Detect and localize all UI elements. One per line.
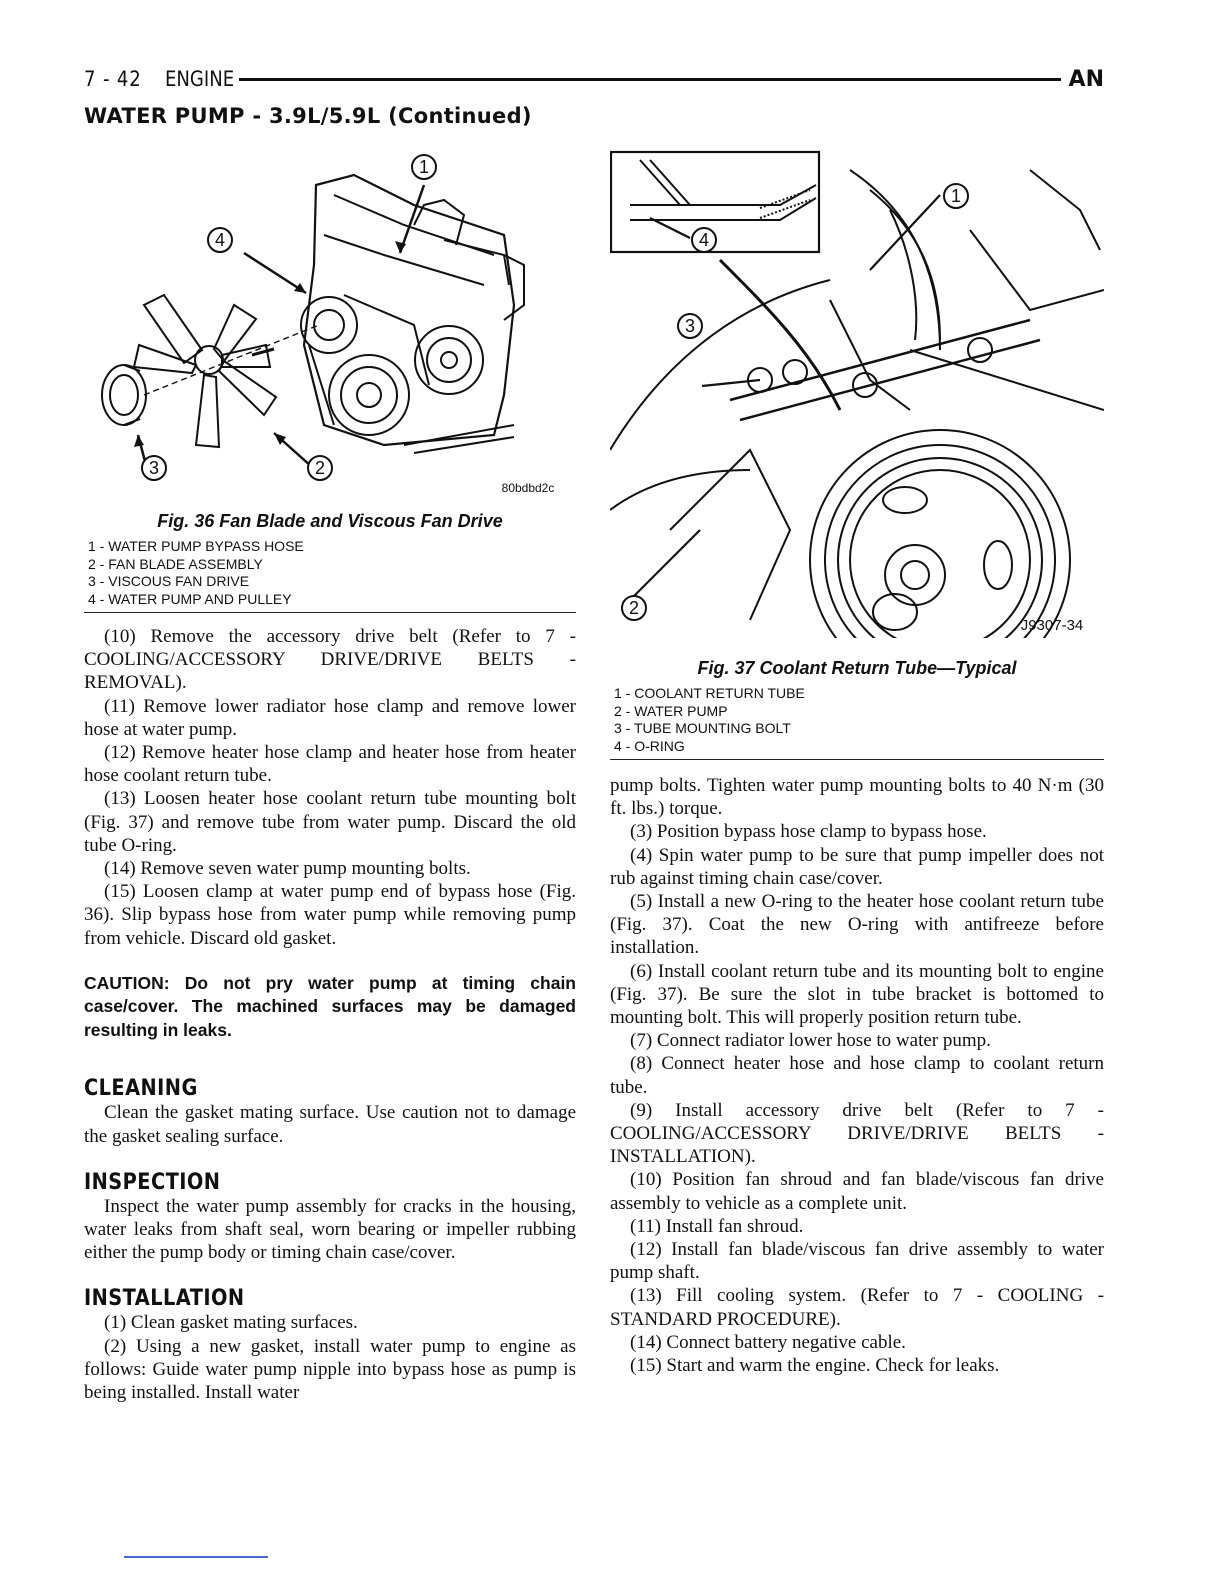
installation-step-11: (11) Install fan shroud. bbox=[630, 1215, 804, 1237]
inspection-text: Inspect the water pump assembly for cracks in the housing, water leaks from shaft seal, worn bearing or impeller rubbing either the pump body or timing chain case/cover. bbox=[84, 1195, 576, 1264]
installation-step-3: (3) Position bypass hose clamp to bypass hose. bbox=[630, 821, 987, 843]
installation-step-4: (4) Spin water pump to be sure that pump impeller does not rub against timing chain case/cover. bbox=[610, 844, 1104, 889]
legend-item: 3 - TUBE MOUNTING BOLT bbox=[614, 720, 791, 736]
coolant-return-tube-illustration bbox=[610, 150, 1104, 638]
installation-steps-continued bbox=[610, 774, 1104, 1377]
figure-37 bbox=[610, 150, 1104, 638]
installation-step-15: (15) Start and warm the engine. Check for leaks. bbox=[630, 1355, 1000, 1377]
installation-step-8: (8) Connect heater hose and hose clamp to coolant return tube. bbox=[610, 1053, 1104, 1098]
page-header bbox=[84, 64, 1104, 94]
removal-steps bbox=[84, 625, 576, 950]
legend-item: 4 - O-RING bbox=[614, 737, 685, 754]
callout-4-fig36 bbox=[208, 228, 232, 252]
section-title: WATER PUMP - 3.9L/5.9L (Continued) bbox=[84, 104, 532, 128]
installation-step-7: (7) Connect radiator lower hose to water pump. bbox=[630, 1030, 991, 1052]
svg-text:2: 2 bbox=[628, 598, 640, 618]
bottom-scan-line bbox=[124, 1556, 268, 1558]
installation-step-2: (2) Using a new gasket, install water pump to engine as follows: Guide water pump nipple into bypass hose as pump is being installed. Install water bbox=[84, 1335, 576, 1403]
callout-2-fig36 bbox=[308, 456, 332, 480]
removal-step-11: (11) Remove lower radiator hose clamp and remove lower hose at water pump. bbox=[84, 695, 576, 740]
figure-37-caption: Fig. 37 Coolant Return Tube—Typical bbox=[697, 658, 1017, 678]
installation-heading: INSTALLATION bbox=[84, 1286, 245, 1312]
figure-36-caption: Fig. 36 Fan Blade and Viscous Fan Drive bbox=[157, 511, 503, 531]
legend-item: 2 - WATER PUMP bbox=[614, 702, 728, 719]
installation-step-5: (5) Install a new O-ring to the heater hose coolant return tube (Fig. 37). Coat the new O-ring with antifreeze before installation. bbox=[610, 891, 1104, 959]
installation-step-12: (12) Install fan blade/viscous fan drive assembly to water pump shaft. bbox=[610, 1239, 1104, 1284]
removal-step-12: (12) Remove heater hose clamp and heater hose from heater hose coolant return tube. bbox=[84, 742, 576, 787]
installation-step-10: (10) Position fan shroud and fan blade/viscous fan drive assembly to vehicle as a complete unit. bbox=[610, 1169, 1104, 1214]
callout-3-fig36 bbox=[142, 456, 166, 480]
cleaning-text: Clean the gasket mating surface. Use caution not to damage the gasket sealing surface. bbox=[84, 1102, 576, 1147]
removal-step-14: (14) Remove seven water pump mounting bolts. bbox=[104, 858, 471, 880]
legend-item: 3 - VISCOUS FAN DRIVE bbox=[88, 573, 250, 589]
svg-text:1: 1 bbox=[950, 186, 962, 206]
installation-step-13: (13) Fill cooling system. (Refer to 7 - COOLING - STANDARD PROCEDURE). bbox=[610, 1285, 1104, 1330]
svg-text:3: 3 bbox=[148, 458, 160, 478]
figure-36-legend bbox=[88, 538, 576, 608]
caution-note: CAUTION: Do not pry water pump at timing chain case/cover. The machined surfaces may be damaged resulting in leaks. bbox=[84, 972, 576, 1040]
installation-step-1: (1) Clean gasket mating surfaces. bbox=[104, 1312, 358, 1334]
figure-37-legend bbox=[614, 685, 1104, 755]
svg-text:4: 4 bbox=[698, 230, 710, 250]
header-rule bbox=[239, 78, 1060, 81]
fan-drive-illustration bbox=[84, 145, 576, 503]
legend-item: 4 - WATER PUMP AND PULLEY bbox=[88, 590, 292, 607]
legend-item: 2 - FAN BLADE ASSEMBLY bbox=[88, 555, 263, 572]
right-column bbox=[610, 150, 1104, 1377]
svg-text:3: 3 bbox=[684, 316, 696, 336]
figure-36 bbox=[84, 145, 576, 503]
installation-step-14: (14) Connect battery negative cable. bbox=[630, 1331, 906, 1353]
figure-37-code: J9307-34 bbox=[1020, 617, 1084, 634]
figure-36-code: 80bdbd2c bbox=[501, 481, 555, 495]
cleaning-heading: CLEANING bbox=[84, 1076, 198, 1102]
chapter-title: ENGINE bbox=[165, 67, 235, 91]
callout-4-fig37 bbox=[692, 228, 716, 252]
removal-step-10: (10) Remove the accessory drive belt (Refer to 7 - COOLING/ACCESSORY DRIVE/DRIVE BELTS - REMOVAL). bbox=[84, 626, 576, 694]
removal-step-15: (15) Loosen clamp at water pump end of bypass hose (Fig. 36). Slip bypass hose from water pump while removing pump from vehicle. Discard old gasket. bbox=[84, 881, 576, 949]
svg-text:1: 1 bbox=[418, 157, 430, 177]
legend-item: 1 - WATER PUMP BYPASS HOSE bbox=[88, 538, 304, 554]
page-number: 7 - 42 bbox=[84, 67, 142, 91]
legend-divider bbox=[610, 759, 1104, 760]
legend-item: 1 - COOLANT RETURN TUBE bbox=[614, 685, 805, 701]
removal-step-13: (13) Loosen heater hose coolant return tube mounting bolt (Fig. 37) and remove tube from water pump. Discard the old tube O-ring. bbox=[84, 788, 576, 856]
left-column bbox=[84, 145, 576, 1404]
svg-text:2: 2 bbox=[314, 458, 326, 478]
installation-step-9: (9) Install accessory drive belt (Refer to 7 - COOLING/ACCESSORY DRIVE/DRIVE BELTS - INSTALLATION). bbox=[610, 1099, 1104, 1168]
installation-step-2-continued: pump bolts. Tighten water pump mounting bolts to 40 N·m (30 ft. lbs.) torque. bbox=[610, 775, 1104, 820]
callout-1-fig37 bbox=[944, 184, 968, 208]
callout-2-fig37 bbox=[622, 596, 646, 620]
callout-1-fig36 bbox=[412, 155, 436, 179]
svg-text:4: 4 bbox=[214, 230, 226, 250]
installation-step-6: (6) Install coolant return tube and its mounting bolt to engine (Fig. 37). Be sure the slot in tube bracket is bottomed to mounting bolt. This will properly position return tube. bbox=[610, 960, 1104, 1029]
callout-3-fig37 bbox=[678, 314, 702, 338]
inspection-heading: INSPECTION bbox=[84, 1169, 221, 1195]
legend-divider bbox=[84, 612, 576, 613]
vehicle-code: AN bbox=[1068, 66, 1104, 92]
